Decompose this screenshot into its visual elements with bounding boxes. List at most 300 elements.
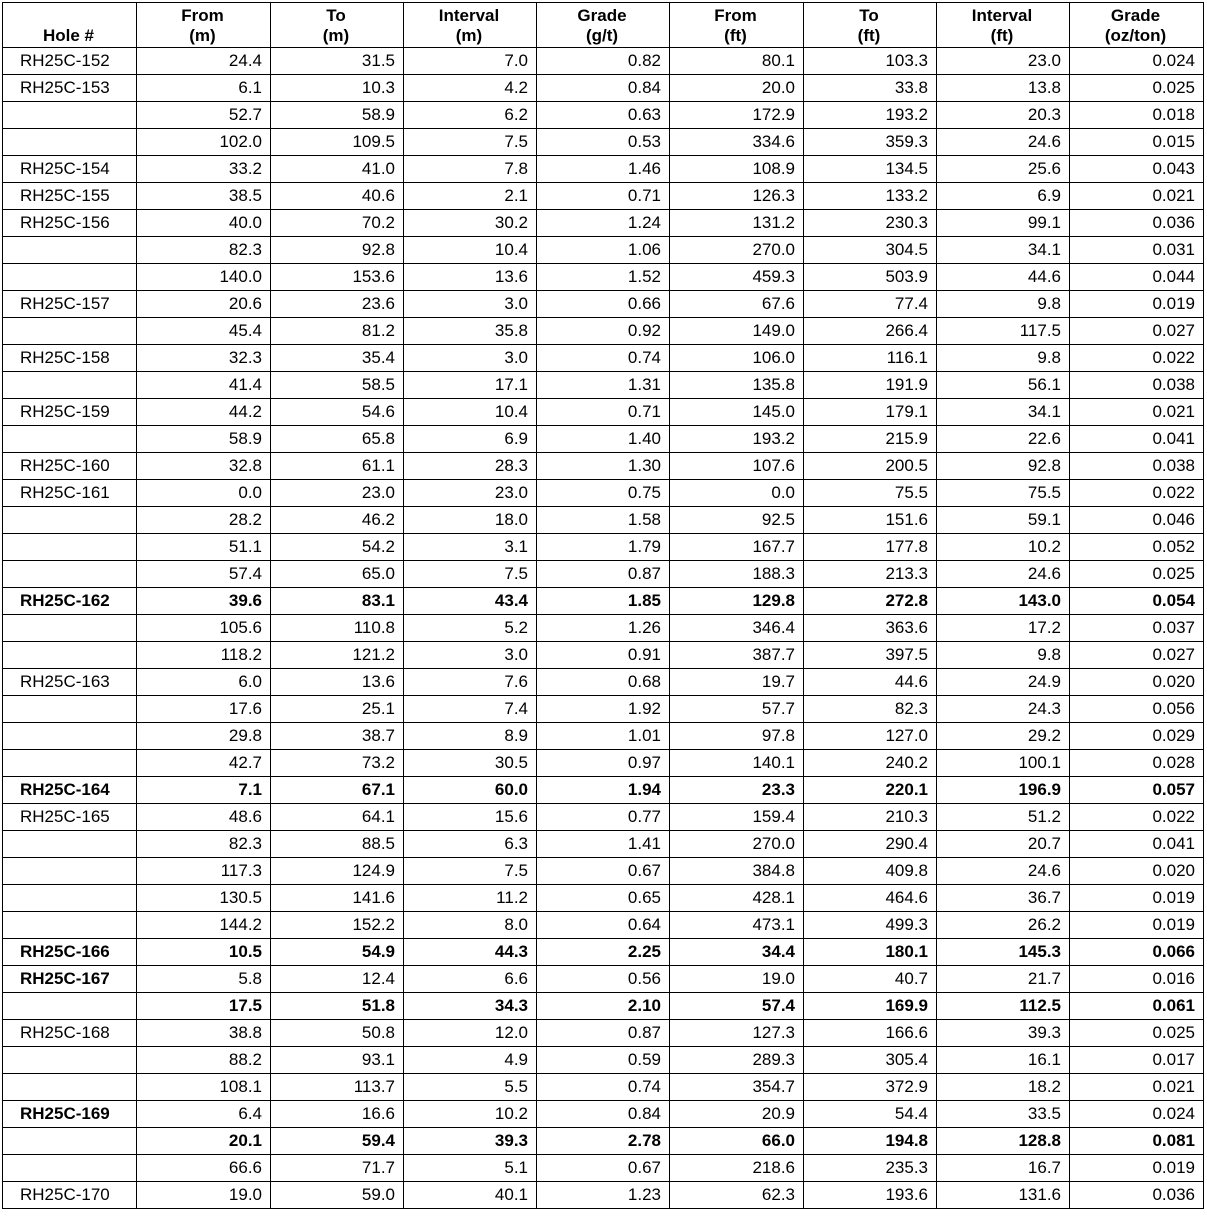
- value-cell: 0.91: [537, 642, 670, 669]
- value-cell: 45.4: [137, 318, 271, 345]
- value-cell: 30.5: [404, 750, 537, 777]
- value-cell: 0.024: [1070, 48, 1204, 75]
- value-cell: 32.3: [137, 345, 271, 372]
- table-row: [3, 777, 1204, 804]
- value-cell: 7.5: [404, 858, 537, 885]
- value-cell: 1.30: [537, 453, 670, 480]
- column-header-label: To: [326, 6, 346, 25]
- value-cell: 109.5: [271, 129, 404, 156]
- value-cell: 20.9: [670, 1101, 804, 1128]
- value-cell: 13.8: [937, 75, 1070, 102]
- value-cell: 5.8: [137, 966, 271, 993]
- value-cell: 92.8: [937, 453, 1070, 480]
- value-cell: 20.6: [137, 291, 271, 318]
- value-cell: 41.4: [137, 372, 271, 399]
- hole-id-cell: [3, 426, 137, 453]
- value-cell: 196.9: [937, 777, 1070, 804]
- value-cell: 0.0: [670, 480, 804, 507]
- value-cell: 92.8: [271, 237, 404, 264]
- value-cell: 0.022: [1070, 804, 1204, 831]
- value-cell: 23.3: [670, 777, 804, 804]
- value-cell: 0.56: [537, 966, 670, 993]
- column-header: [137, 3, 271, 48]
- value-cell: 0.020: [1070, 669, 1204, 696]
- value-cell: 54.9: [271, 939, 404, 966]
- value-cell: 0.020: [1070, 858, 1204, 885]
- hole-id-cell: [3, 561, 137, 588]
- column-header: [937, 3, 1070, 48]
- value-cell: 220.1: [804, 777, 937, 804]
- value-cell: 0.64: [537, 912, 670, 939]
- hole-id-cell: RH25C-152: [3, 48, 137, 75]
- table-row: [3, 993, 1204, 1020]
- hole-id-cell: [3, 993, 137, 1020]
- hole-id-cell: [3, 102, 137, 129]
- value-cell: 0.019: [1070, 291, 1204, 318]
- value-cell: 8.0: [404, 912, 537, 939]
- table-row: [3, 588, 1204, 615]
- value-cell: 215.9: [804, 426, 937, 453]
- table-row: [3, 561, 1204, 588]
- table-row: [3, 237, 1204, 264]
- value-cell: 103.3: [804, 48, 937, 75]
- value-cell: 23.0: [271, 480, 404, 507]
- value-cell: 499.3: [804, 912, 937, 939]
- value-cell: 16.6: [271, 1101, 404, 1128]
- value-cell: 145.3: [937, 939, 1070, 966]
- value-cell: 0.036: [1070, 1182, 1204, 1209]
- value-cell: 1.85: [537, 588, 670, 615]
- value-cell: 6.6: [404, 966, 537, 993]
- value-cell: 4.9: [404, 1047, 537, 1074]
- value-cell: 51.8: [271, 993, 404, 1020]
- value-cell: 188.3: [670, 561, 804, 588]
- value-cell: 5.1: [404, 1155, 537, 1182]
- value-cell: 58.5: [271, 372, 404, 399]
- value-cell: 82.3: [804, 696, 937, 723]
- value-cell: 36.7: [937, 885, 1070, 912]
- value-cell: 43.4: [404, 588, 537, 615]
- table-row: [3, 48, 1204, 75]
- hole-id-cell: RH25C-167: [3, 966, 137, 993]
- value-cell: 25.6: [937, 156, 1070, 183]
- value-cell: 12.4: [271, 966, 404, 993]
- value-cell: 0.025: [1070, 561, 1204, 588]
- value-cell: 23.0: [404, 480, 537, 507]
- value-cell: 177.8: [804, 534, 937, 561]
- value-cell: 30.2: [404, 210, 537, 237]
- value-cell: 105.6: [137, 615, 271, 642]
- value-cell: 2.25: [537, 939, 670, 966]
- table-row: [3, 1047, 1204, 1074]
- column-header-label: Grade: [577, 6, 627, 25]
- hole-id-cell: RH25C-155: [3, 183, 137, 210]
- value-cell: 194.8: [804, 1128, 937, 1155]
- value-cell: 100.1: [937, 750, 1070, 777]
- hole-id-cell: RH25C-159: [3, 399, 137, 426]
- column-header: [1070, 3, 1204, 48]
- hole-id-cell: [3, 264, 137, 291]
- value-cell: 363.6: [804, 615, 937, 642]
- table-row: [3, 291, 1204, 318]
- table-row: [3, 723, 1204, 750]
- value-cell: 0.054: [1070, 588, 1204, 615]
- value-cell: 270.0: [670, 237, 804, 264]
- column-header-label: Grade: [1110, 6, 1161, 25]
- value-cell: 29.2: [937, 723, 1070, 750]
- hole-id-cell: RH25C-154: [3, 156, 137, 183]
- value-cell: 10.4: [404, 399, 537, 426]
- column-header: [537, 3, 670, 48]
- value-cell: 0.052: [1070, 534, 1204, 561]
- table-row: [3, 507, 1204, 534]
- column-header: [271, 3, 404, 48]
- column-header: [670, 3, 804, 48]
- value-cell: 59.4: [271, 1128, 404, 1155]
- value-cell: 152.2: [271, 912, 404, 939]
- column-header-unit: (oz/ton): [1104, 26, 1167, 45]
- value-cell: 0.97: [537, 750, 670, 777]
- table-row: [3, 939, 1204, 966]
- table-row: [3, 1020, 1204, 1047]
- value-cell: 17.5: [137, 993, 271, 1020]
- value-cell: 93.1: [271, 1047, 404, 1074]
- value-cell: 0.63: [537, 102, 670, 129]
- value-cell: 24.6: [937, 129, 1070, 156]
- value-cell: 0.74: [537, 345, 670, 372]
- table-row: [3, 372, 1204, 399]
- table-row: [3, 534, 1204, 561]
- value-cell: 0.84: [537, 75, 670, 102]
- value-cell: 149.0: [670, 318, 804, 345]
- value-cell: 387.7: [670, 642, 804, 669]
- value-cell: 80.1: [670, 48, 804, 75]
- drill-results-table: [2, 2, 1204, 1209]
- value-cell: 1.40: [537, 426, 670, 453]
- value-cell: 270.0: [670, 831, 804, 858]
- hole-id-cell: RH25C-164: [3, 777, 137, 804]
- value-cell: 118.2: [137, 642, 271, 669]
- value-cell: 64.1: [271, 804, 404, 831]
- column-header-unit: (ft): [724, 26, 747, 45]
- value-cell: 6.4: [137, 1101, 271, 1128]
- table-row: [3, 75, 1204, 102]
- table-row: [3, 831, 1204, 858]
- value-cell: 46.2: [271, 507, 404, 534]
- column-header-unit: (ft): [990, 26, 1014, 45]
- value-cell: 0.081: [1070, 1128, 1204, 1155]
- value-cell: 24.3: [937, 696, 1070, 723]
- value-cell: 9.8: [937, 291, 1070, 318]
- value-cell: 0.71: [537, 399, 670, 426]
- value-cell: 129.8: [670, 588, 804, 615]
- value-cell: 289.3: [670, 1047, 804, 1074]
- table-row: [3, 156, 1204, 183]
- hole-id-cell: RH25C-165: [3, 804, 137, 831]
- value-cell: 20.7: [937, 831, 1070, 858]
- value-cell: 3.0: [404, 642, 537, 669]
- value-cell: 99.1: [937, 210, 1070, 237]
- column-header-label: Interval: [971, 6, 1033, 25]
- value-cell: 110.8: [271, 615, 404, 642]
- value-cell: 71.7: [271, 1155, 404, 1182]
- value-cell: 107.6: [670, 453, 804, 480]
- table-row: [3, 1155, 1204, 1182]
- value-cell: 131.2: [670, 210, 804, 237]
- value-cell: 0.038: [1070, 453, 1204, 480]
- value-cell: 0.66: [537, 291, 670, 318]
- value-cell: 0.0: [137, 480, 271, 507]
- value-cell: 0.041: [1070, 831, 1204, 858]
- value-cell: 0.82: [537, 48, 670, 75]
- value-cell: 18.0: [404, 507, 537, 534]
- table-row: [3, 1182, 1204, 1209]
- value-cell: 54.4: [804, 1101, 937, 1128]
- value-cell: 57.4: [670, 993, 804, 1020]
- value-cell: 7.0: [404, 48, 537, 75]
- value-cell: 0.036: [1070, 210, 1204, 237]
- value-cell: 0.84: [537, 1101, 670, 1128]
- table-row: [3, 858, 1204, 885]
- value-cell: 102.0: [137, 129, 271, 156]
- value-cell: 140.1: [670, 750, 804, 777]
- value-cell: 7.1: [137, 777, 271, 804]
- value-cell: 112.5: [937, 993, 1070, 1020]
- value-cell: 1.24: [537, 210, 670, 237]
- value-cell: 130.5: [137, 885, 271, 912]
- value-cell: 66.6: [137, 1155, 271, 1182]
- value-cell: 503.9: [804, 264, 937, 291]
- hole-id-cell: RH25C-170: [3, 1182, 137, 1209]
- hole-id-cell: [3, 723, 137, 750]
- value-cell: 92.5: [670, 507, 804, 534]
- value-cell: 12.0: [404, 1020, 537, 1047]
- table-row: [3, 210, 1204, 237]
- value-cell: 75.5: [804, 480, 937, 507]
- value-cell: 24.6: [937, 858, 1070, 885]
- value-cell: 2.10: [537, 993, 670, 1020]
- table-row: [3, 480, 1204, 507]
- table-row: [3, 669, 1204, 696]
- value-cell: 38.8: [137, 1020, 271, 1047]
- value-cell: 113.7: [271, 1074, 404, 1101]
- value-cell: 40.1: [404, 1182, 537, 1209]
- value-cell: 0.043: [1070, 156, 1204, 183]
- hole-id-cell: [3, 534, 137, 561]
- value-cell: 145.0: [670, 399, 804, 426]
- value-cell: 106.0: [670, 345, 804, 372]
- value-cell: 17.1: [404, 372, 537, 399]
- value-cell: 384.8: [670, 858, 804, 885]
- value-cell: 24.9: [937, 669, 1070, 696]
- value-cell: 44.2: [137, 399, 271, 426]
- value-cell: 28.3: [404, 453, 537, 480]
- value-cell: 67.1: [271, 777, 404, 804]
- table-row: [3, 696, 1204, 723]
- value-cell: 200.5: [804, 453, 937, 480]
- hole-id-cell: RH25C-163: [3, 669, 137, 696]
- value-cell: 2.1: [404, 183, 537, 210]
- value-cell: 108.9: [670, 156, 804, 183]
- value-cell: 10.3: [271, 75, 404, 102]
- value-cell: 191.9: [804, 372, 937, 399]
- value-cell: 44.3: [404, 939, 537, 966]
- table-row: [3, 804, 1204, 831]
- table-row: [3, 345, 1204, 372]
- value-cell: 32.8: [137, 453, 271, 480]
- column-header-label: Interval: [438, 6, 500, 25]
- value-cell: 0.68: [537, 669, 670, 696]
- value-cell: 9.8: [937, 345, 1070, 372]
- value-cell: 305.4: [804, 1047, 937, 1074]
- table-row: [3, 426, 1204, 453]
- value-cell: 24.4: [137, 48, 271, 75]
- value-cell: 304.5: [804, 237, 937, 264]
- value-cell: 153.6: [271, 264, 404, 291]
- value-cell: 66.0: [670, 1128, 804, 1155]
- value-cell: 464.6: [804, 885, 937, 912]
- value-cell: 0.021: [1070, 1074, 1204, 1101]
- value-cell: 0.77: [537, 804, 670, 831]
- value-cell: 70.2: [271, 210, 404, 237]
- hole-id-cell: [3, 237, 137, 264]
- value-cell: 6.9: [404, 426, 537, 453]
- hole-id-cell: [3, 831, 137, 858]
- value-cell: 88.2: [137, 1047, 271, 1074]
- value-cell: 0.015: [1070, 129, 1204, 156]
- value-cell: 172.9: [670, 102, 804, 129]
- hole-id-cell: [3, 372, 137, 399]
- column-header-label: From: [181, 6, 224, 25]
- value-cell: 31.5: [271, 48, 404, 75]
- value-cell: 61.1: [271, 453, 404, 480]
- value-cell: 1.01: [537, 723, 670, 750]
- table-row: [3, 129, 1204, 156]
- value-cell: 40.0: [137, 210, 271, 237]
- value-cell: 143.0: [937, 588, 1070, 615]
- value-cell: 117.5: [937, 318, 1070, 345]
- value-cell: 397.5: [804, 642, 937, 669]
- value-cell: 0.021: [1070, 183, 1204, 210]
- value-cell: 38.7: [271, 723, 404, 750]
- hole-id-cell: [3, 696, 137, 723]
- value-cell: 473.1: [670, 912, 804, 939]
- value-cell: 0.056: [1070, 696, 1204, 723]
- value-cell: 23.0: [937, 48, 1070, 75]
- value-cell: 133.2: [804, 183, 937, 210]
- value-cell: 10.2: [404, 1101, 537, 1128]
- value-cell: 39.3: [937, 1020, 1070, 1047]
- hole-id-cell: [3, 507, 137, 534]
- value-cell: 0.92: [537, 318, 670, 345]
- value-cell: 6.9: [937, 183, 1070, 210]
- value-cell: 0.022: [1070, 345, 1204, 372]
- value-cell: 0.017: [1070, 1047, 1204, 1074]
- value-cell: 7.6: [404, 669, 537, 696]
- value-cell: 42.7: [137, 750, 271, 777]
- value-cell: 240.2: [804, 750, 937, 777]
- value-cell: 19.0: [670, 966, 804, 993]
- value-cell: 1.52: [537, 264, 670, 291]
- value-cell: 56.1: [937, 372, 1070, 399]
- value-cell: 0.038: [1070, 372, 1204, 399]
- value-cell: 44.6: [937, 264, 1070, 291]
- table-row: [3, 642, 1204, 669]
- hole-id-cell: RH25C-156: [3, 210, 137, 237]
- value-cell: 82.3: [137, 831, 271, 858]
- value-cell: 15.6: [404, 804, 537, 831]
- value-cell: 1.46: [537, 156, 670, 183]
- value-cell: 23.6: [271, 291, 404, 318]
- value-cell: 266.4: [804, 318, 937, 345]
- value-cell: 0.025: [1070, 1020, 1204, 1047]
- value-cell: 29.8: [137, 723, 271, 750]
- hole-id-cell: RH25C-166: [3, 939, 137, 966]
- value-cell: 5.5: [404, 1074, 537, 1101]
- value-cell: 16.1: [937, 1047, 1070, 1074]
- value-cell: 0.019: [1070, 912, 1204, 939]
- value-cell: 0.87: [537, 561, 670, 588]
- value-cell: 33.8: [804, 75, 937, 102]
- hole-id-cell: [3, 318, 137, 345]
- value-cell: 213.3: [804, 561, 937, 588]
- value-cell: 3.0: [404, 345, 537, 372]
- value-cell: 88.5: [271, 831, 404, 858]
- value-cell: 1.58: [537, 507, 670, 534]
- value-cell: 34.4: [670, 939, 804, 966]
- table-row: [3, 912, 1204, 939]
- value-cell: 0.022: [1070, 480, 1204, 507]
- value-cell: 24.6: [937, 561, 1070, 588]
- value-cell: 1.92: [537, 696, 670, 723]
- value-cell: 131.6: [937, 1182, 1070, 1209]
- value-cell: 0.066: [1070, 939, 1204, 966]
- table-row: [3, 399, 1204, 426]
- hole-id-cell: [3, 858, 137, 885]
- value-cell: 82.3: [137, 237, 271, 264]
- value-cell: 0.031: [1070, 237, 1204, 264]
- value-cell: 116.1: [804, 345, 937, 372]
- value-cell: 7.5: [404, 129, 537, 156]
- table-row: [3, 1128, 1204, 1155]
- value-cell: 83.1: [271, 588, 404, 615]
- value-cell: 4.2: [404, 75, 537, 102]
- value-cell: 0.046: [1070, 507, 1204, 534]
- column-header-unit: Hole #: [42, 26, 95, 45]
- value-cell: 10.4: [404, 237, 537, 264]
- value-cell: 272.8: [804, 588, 937, 615]
- value-cell: 1.94: [537, 777, 670, 804]
- value-cell: 57.4: [137, 561, 271, 588]
- value-cell: 0.041: [1070, 426, 1204, 453]
- value-cell: 428.1: [670, 885, 804, 912]
- table-row: [3, 453, 1204, 480]
- value-cell: 21.7: [937, 966, 1070, 993]
- value-cell: 359.3: [804, 129, 937, 156]
- value-cell: 11.2: [404, 885, 537, 912]
- table-row: [3, 966, 1204, 993]
- hole-id-cell: [3, 642, 137, 669]
- value-cell: 218.6: [670, 1155, 804, 1182]
- value-cell: 134.5: [804, 156, 937, 183]
- hole-id-cell: [3, 750, 137, 777]
- table-row: [3, 318, 1204, 345]
- value-cell: 0.019: [1070, 885, 1204, 912]
- value-cell: 459.3: [670, 264, 804, 291]
- hole-id-cell: RH25C-160: [3, 453, 137, 480]
- value-cell: 51.2: [937, 804, 1070, 831]
- value-cell: 7.8: [404, 156, 537, 183]
